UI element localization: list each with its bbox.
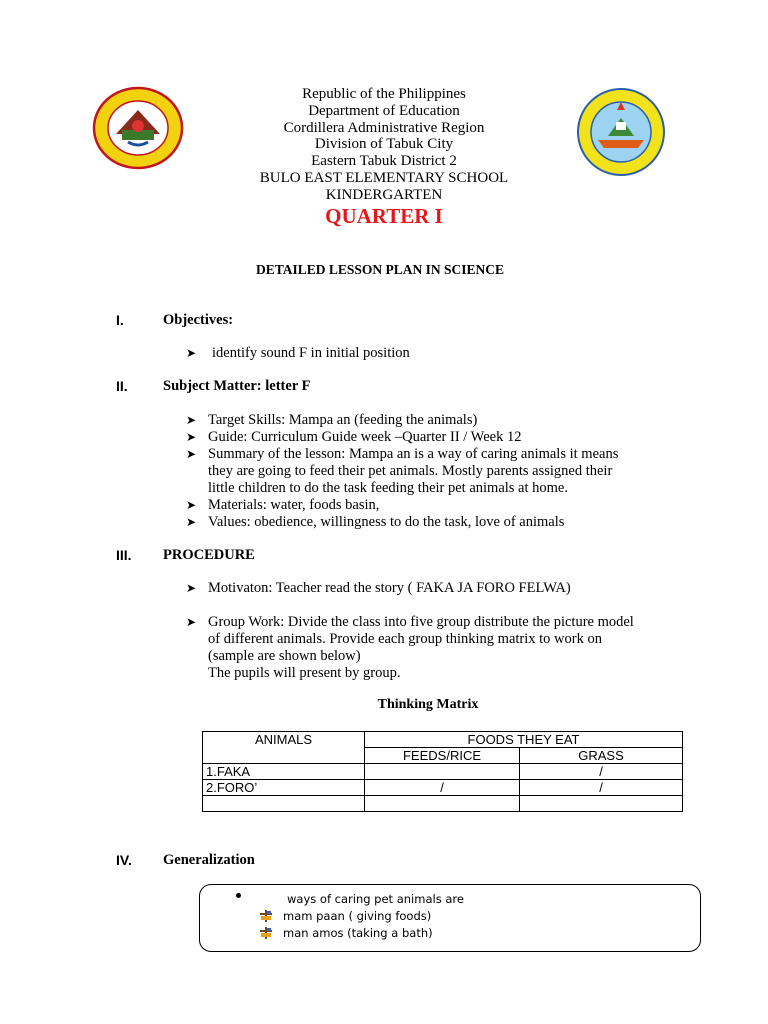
arrow-bullet-icon: ➤ [186,447,197,461]
generalization-item: mam paan ( giving foods) [283,909,432,923]
quarter-heading: QUARTER I [325,204,443,228]
section-number: III. [116,547,132,563]
header-line: Cordillera Administrative Region [283,119,485,136]
list-item-continuation: The pupils will present by group. [208,665,401,681]
column-subheader: GRASS [520,748,683,764]
list-item-continuation: little children to do the task feeding their pet animals at home. [208,480,568,496]
section-number: II. [116,378,128,394]
thinking-matrix-table [202,731,683,812]
document-header [0,86,768,204]
lesson-plan-page: Republic of the Philippines Department of Education Cordillera Administrative Region Division of Tabuk City Eastern Tabuk District 2 BULO EAST ELEMENTARY SCHOOL KINDERGARTEN QUARTER I DETAILED LESSON PLAN IN SCIENCE I. Objectives: ➤ identify sound F in initial position II. Subject Matter: letter F ➤ Target Skills: Mampa an (feeding the animals) ➤ Guide: Curriculum Guide week –Quarter II / Week 12 ➤ Summary of the lesson: Mampa an is a way of caring animals it means they are going to feed their pet animals. Mostly parents assigned their little children to do the task feeding their pet animals at home. ➤ Materials: water, foods basin, ➤ Values: obedience, willingness to do the task, love of animals III. PROCEDURE ➤ Motivaton: Teacher read the story ( FAKA JA FORO FELWA) ➤ Group Work: Divide the class into five group distribute the picture model of different animals. Provide each group thinking matrix to work on (sample are shown below) The pupils will present by group. Thinking Matrix ANIMALS FOODS THEY EAT FEEDS/RICE GRASS 1.FAKA / 2.FORO’ / / IV. Generalization ways of caring pet animals are mam paan ( giving foods) man amos (taking a bath) [0,0,768,1024]
arrow-bullet-icon: ➤ [186,498,197,512]
section-title: Generalization [163,852,255,868]
table-cell: / [520,780,683,796]
list-item-continuation: (sample are shown below) [208,648,361,664]
arrow-bullet-icon: ➤ [186,515,197,529]
section-title: Objectives: [163,312,234,328]
table-cell: / [520,764,683,780]
column-header: FOODS THEY EAT [365,732,683,748]
table-row [203,764,683,780]
table-row [203,780,683,796]
list-item-continuation: they are going to feed their pet animals. Mostly parents assigned their [208,463,613,479]
table-header-row [203,732,683,748]
table-cell: 1.FAKA [203,764,365,780]
arrow-bullet-icon: ➤ [186,430,197,444]
arrow-bullet-icon: ➤ [186,346,197,360]
section-number: I. [116,312,124,328]
arrow-bullet-icon: ➤ [186,615,197,629]
column-header: ANIMALS [203,732,365,764]
generalization-item: man amos (taking a bath) [283,926,433,940]
flag-bullet-icon [260,910,272,922]
header-line: KINDERGARTEN [325,186,443,203]
table-cell [365,796,520,812]
section-number: IV. [116,852,132,868]
column-subheader: FEEDS/RICE [365,748,520,764]
bullet-dot-icon [236,893,241,898]
table-row [203,796,683,812]
header-line: Department of Education [308,102,460,119]
table-cell: 2.FORO’ [203,780,365,796]
header-line: Republic of the Philippines [302,86,466,102]
section-title: PROCEDURE [163,547,255,563]
document-title: DETAILED LESSON PLAN IN SCIENCE [255,262,505,277]
header-line: BULO EAST ELEMENTARY SCHOOL [259,169,509,186]
table-cell [203,796,365,812]
list-item-continuation: of different animals. Provide each group thinking matrix to work on [208,631,602,647]
header-line: Division of Tabuk City [314,136,454,153]
flag-bullet-icon [260,927,272,939]
matrix-title: Thinking Matrix [377,697,479,712]
generalization-main: ways of caring pet animals are [287,892,464,906]
table-cell [520,796,683,812]
header-line: Eastern Tabuk District 2 [311,153,457,170]
section-title: Subject Matter: letter F [163,378,311,394]
arrow-bullet-icon: ➤ [186,413,197,427]
table-cell: / [365,780,520,796]
table-cell [365,764,520,780]
arrow-bullet-icon: ➤ [186,581,197,595]
